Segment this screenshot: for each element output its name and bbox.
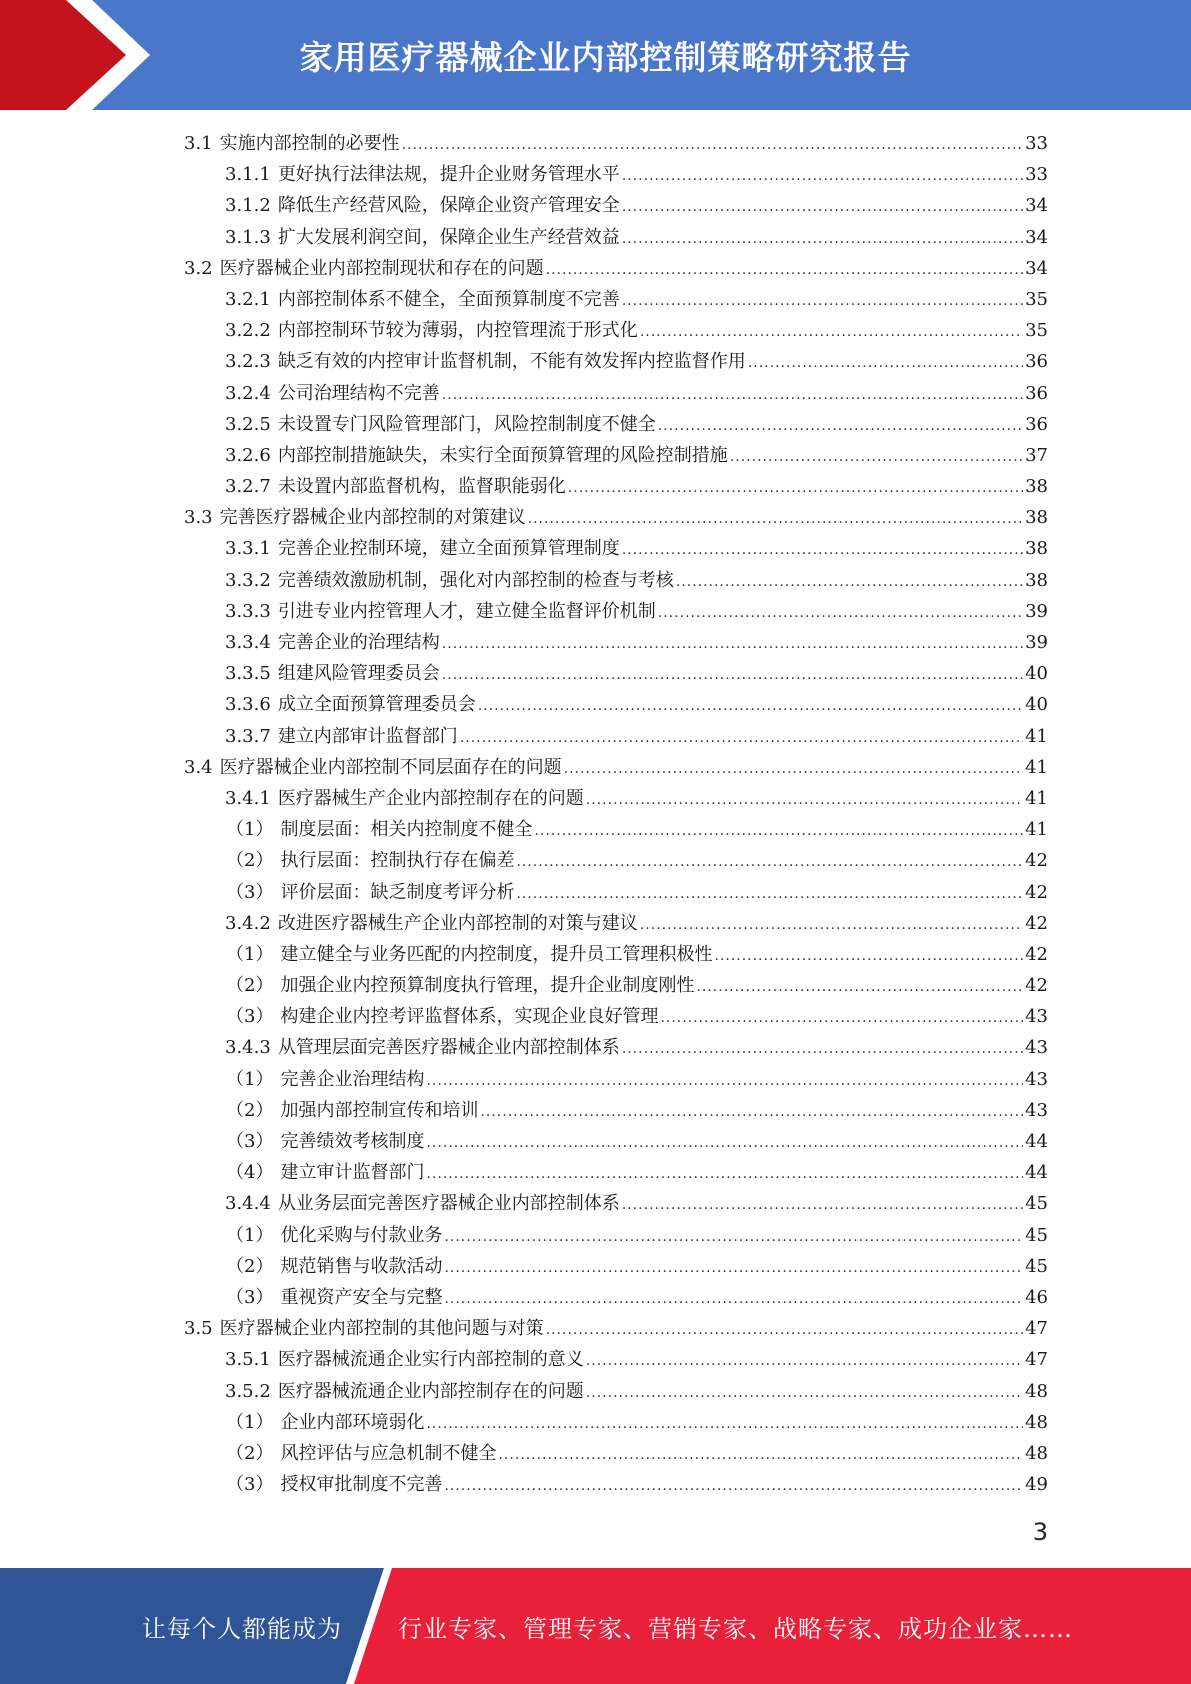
header-band	[0, 0, 1191, 110]
toc-entry-title: 加强内部控制宣传和培训	[280, 1099, 479, 1121]
toc-entry[interactable]	[184, 658, 1048, 689]
toc-dot-leader	[528, 504, 1023, 535]
toc-dot-leader	[516, 847, 1023, 878]
toc-entry[interactable]	[184, 128, 1048, 159]
toc-entry-number: （1）	[226, 819, 274, 841]
toc-entry[interactable]	[184, 565, 1048, 596]
toc-dot-leader	[622, 1190, 1023, 1221]
toc-entry[interactable]	[184, 1407, 1048, 1438]
toc-entry-title: 内部控制体系不健全，全面预算制度不完善	[277, 288, 620, 310]
toc-entry[interactable]	[184, 1469, 1048, 1500]
toc-entry-title: 完善医疗器械企业内部控制的对策建议	[219, 507, 526, 529]
toc-dot-leader	[714, 941, 1023, 972]
toc-entry-page: 44	[1025, 1131, 1048, 1152]
toc-entry-title: 医疗器械企业内部控制不同层面存在的问题	[219, 756, 562, 778]
toc-entry-page: 36	[1025, 382, 1048, 404]
toc-entry-number: （3）	[226, 1131, 274, 1152]
toc-dot-leader	[640, 910, 1023, 941]
toc-dot-leader	[660, 1003, 1023, 1034]
toc-dot-leader	[568, 473, 1023, 504]
toc-entry-number: 3.3.5	[225, 663, 271, 685]
toc-entry[interactable]	[184, 159, 1048, 190]
toc-entry-number: （3）	[226, 1474, 274, 1496]
toc-entry-title: 医疗器械流通企业内部控制存在的问题	[277, 1380, 584, 1402]
toc-dot-leader	[622, 161, 1023, 192]
toc-entry-number: 3.4	[184, 756, 213, 778]
toc-entry-number: 3.3.3	[225, 600, 271, 622]
toc-entry-page: 41	[1025, 756, 1048, 778]
toc-entry-title: 从业务层面完善医疗器械企业内部控制体系	[277, 1193, 620, 1215]
toc-dot-leader	[478, 691, 1023, 722]
toc-dot-leader	[696, 972, 1023, 1003]
toc-dot-leader	[426, 1128, 1023, 1159]
toc-entry-number: 3.2	[184, 257, 213, 279]
toc-entry-page: 41	[1025, 787, 1048, 809]
toc-dot-leader	[622, 1034, 1023, 1065]
toc-entry-page: 39	[1025, 632, 1048, 653]
toc-dot-leader	[730, 442, 1023, 473]
toc-entry-number: （2）	[226, 1099, 274, 1121]
toc-entry-number: （4）	[226, 1162, 274, 1184]
toc-entry[interactable]	[184, 409, 1048, 440]
toc-entry[interactable]	[184, 1220, 1048, 1251]
toc-entry-number: 3.2.3	[225, 351, 271, 373]
toc-entry-number: 3.3	[184, 507, 213, 529]
toc-entry-page: 46	[1025, 1286, 1048, 1308]
toc-dot-leader	[444, 1222, 1023, 1253]
toc-entry-title: 企业内部环境弱化	[280, 1411, 425, 1433]
toc-entry-number: 3.2.2	[225, 320, 271, 342]
toc-entry-number: 3.2.7	[225, 476, 271, 498]
toc-entry-number: 3.3.2	[225, 569, 271, 591]
toc-entry-title: 引进专业内控管理人才，建立健全监督评价机制	[277, 600, 656, 622]
toc-entry-number: 3.3.7	[225, 725, 271, 747]
toc-entry-number: （2）	[226, 1255, 274, 1277]
toc-entry-page: 33	[1025, 133, 1048, 154]
toc-entry-number: 3.4.4	[225, 1193, 271, 1215]
toc-entry[interactable]	[184, 970, 1048, 1001]
toc-entry-title: 建立健全与业务匹配的内控制度，提升员工管理积极性	[280, 943, 713, 965]
toc-entry[interactable]	[184, 877, 1048, 908]
toc-entry[interactable]	[184, 1251, 1048, 1282]
toc-dot-leader	[460, 723, 1023, 754]
toc-entry-number: 3.4.3	[225, 1037, 271, 1059]
toc-dot-leader	[658, 411, 1023, 442]
toc-dot-leader	[546, 1315, 1023, 1346]
toc-entry-page: 42	[1025, 975, 1048, 997]
toc-entry-page: 38	[1025, 569, 1048, 591]
toc-entry[interactable]	[184, 814, 1048, 845]
toc-entry-page: 38	[1025, 538, 1048, 560]
toc-entry[interactable]	[184, 1001, 1048, 1032]
toc-entry[interactable]	[184, 1438, 1048, 1469]
toc-dot-leader	[748, 348, 1023, 379]
toc-entry-title: 内部控制环节较为薄弱，内控管理流于形式化	[277, 320, 638, 342]
toc-entry-page: 47	[1025, 1349, 1048, 1371]
toc-entry[interactable]	[184, 783, 1048, 814]
toc-entry-page: 41	[1025, 819, 1048, 841]
toc-entry-page: 33	[1025, 164, 1048, 186]
table-of-contents	[184, 128, 1048, 1500]
toc-entry-number: 3.5.2	[225, 1380, 271, 1402]
toc-entry-page: 36	[1025, 413, 1048, 435]
toc-entry[interactable]	[184, 1064, 1048, 1095]
toc-entry-page: 42	[1025, 850, 1048, 872]
toc-entry-title: 更好执行法律法规，提升企业财务管理水平	[277, 164, 620, 186]
toc-entry[interactable]	[184, 1095, 1048, 1126]
toc-entry-number: （1）	[226, 1411, 274, 1433]
toc-entry[interactable]	[184, 908, 1048, 939]
toc-entry-number: 3.3.4	[225, 632, 271, 653]
toc-entry[interactable]	[184, 502, 1048, 533]
toc-entry-title: 制度层面：相关内控制度不健全	[280, 819, 533, 841]
toc-entry[interactable]	[184, 689, 1048, 720]
toc-entry-number: 3.3.6	[225, 694, 271, 716]
toc-entry[interactable]	[184, 939, 1048, 970]
toc-entry-page: 34	[1025, 195, 1048, 217]
toc-entry-number: 3.5.1	[225, 1349, 271, 1371]
toc-entry-page: 47	[1025, 1318, 1048, 1340]
toc-entry-page: 48	[1025, 1442, 1048, 1464]
toc-entry-number: （2）	[226, 850, 274, 872]
toc-entry-number: 3.2.4	[225, 382, 271, 404]
toc-entry-title: 完善企业的治理结构	[277, 632, 440, 653]
footer-band	[0, 1568, 1191, 1684]
toc-entry-number: （3）	[226, 1286, 274, 1308]
toc-entry-number: 3.4.2	[225, 912, 271, 934]
toc-entry-page: 42	[1025, 881, 1048, 903]
toc-dot-leader	[442, 660, 1023, 691]
toc-entry-title: 缺乏有效的内控审计监督机制，不能有效发挥内控监督作用	[277, 351, 746, 373]
toc-entry[interactable]	[184, 1032, 1048, 1063]
toc-entry[interactable]	[184, 253, 1048, 284]
toc-dot-leader	[426, 1409, 1023, 1440]
page-number: 3	[1032, 1518, 1048, 1546]
toc-entry-title: 医疗器械生产企业内部控制存在的问题	[277, 787, 584, 809]
toc-entry[interactable]	[184, 315, 1048, 346]
toc-entry[interactable]	[184, 721, 1048, 752]
toc-entry-page: 40	[1025, 663, 1048, 685]
toc-dot-leader	[426, 1159, 1023, 1190]
toc-entry-title: 公司治理结构不完善	[277, 382, 440, 404]
toc-entry-title: 完善企业治理结构	[280, 1068, 425, 1090]
toc-dot-leader	[402, 130, 1023, 161]
toc-entry-page: 48	[1025, 1380, 1048, 1402]
toc-entry-title: 降低生产经营风险，保障企业资产管理安全	[277, 195, 620, 217]
toc-dot-leader	[586, 1378, 1023, 1409]
toc-entry-page: 40	[1025, 694, 1048, 716]
toc-entry-title: 扩大发展利润空间，保障企业生产经营效益	[277, 226, 620, 248]
toc-entry-title: 加强企业内控预算制度执行管理，提升企业制度刚性	[280, 975, 695, 997]
document-title: 家用医疗器械企业内部控制策略研究报告	[299, 37, 912, 77]
toc-entry-number: 3.1.2	[225, 195, 271, 217]
toc-entry-page: 38	[1025, 507, 1048, 529]
toc-entry-number: （3）	[226, 1006, 274, 1028]
toc-entry-title: 医疗器械企业内部控制的其他问题与对策	[219, 1318, 544, 1340]
toc-entry-page: 43	[1025, 1068, 1048, 1090]
toc-entry-page: 41	[1025, 725, 1048, 747]
toc-entry[interactable]	[184, 1376, 1048, 1407]
toc-dot-leader	[534, 816, 1023, 847]
toc-entry-number: 3.2.6	[225, 444, 271, 466]
toc-dot-leader	[516, 879, 1023, 910]
toc-entry[interactable]	[184, 1188, 1048, 1219]
toc-entry-page: 44	[1025, 1162, 1048, 1184]
toc-dot-leader	[444, 1253, 1023, 1284]
toc-dot-leader	[444, 1284, 1023, 1315]
toc-entry-number: 3.3.1	[225, 538, 271, 560]
toc-entry-page: 35	[1025, 288, 1048, 310]
toc-dot-leader	[498, 1440, 1023, 1471]
toc-entry-title: 医疗器械流通企业实行内部控制的意义	[277, 1349, 584, 1371]
toc-dot-leader	[586, 1346, 1023, 1377]
toc-entry[interactable]	[184, 190, 1048, 221]
toc-dot-leader	[676, 567, 1023, 598]
toc-entry[interactable]	[184, 627, 1048, 658]
toc-dot-leader	[622, 535, 1023, 566]
toc-entry-title: 未设置专门风险管理部门，风险控制制度不健全	[277, 413, 656, 435]
toc-entry-number: 3.4.1	[225, 787, 271, 809]
toc-entry-page: 37	[1025, 444, 1048, 466]
toc-dot-leader	[480, 1097, 1023, 1128]
toc-entry-title: 重视资产安全与完整	[280, 1286, 443, 1308]
toc-entry[interactable]	[184, 346, 1048, 377]
toc-entry-page: 36	[1025, 351, 1048, 373]
toc-entry-page: 45	[1025, 1224, 1048, 1246]
toc-entry-title: 医疗器械企业内部控制现状和存在的问题	[219, 257, 544, 279]
toc-entry-number: （1）	[226, 1068, 274, 1090]
toc-entry-number: 3.1.3	[225, 226, 271, 248]
toc-entry-title: 评价层面：缺乏制度考评分析	[280, 881, 515, 903]
toc-entry-title: 构建企业内控考评监督体系，实现企业良好管理	[280, 1006, 659, 1028]
toc-dot-leader	[640, 317, 1023, 348]
toc-entry-title: 改进医疗器械生产企业内部控制的对策与建议	[277, 912, 638, 934]
toc-entry[interactable]	[184, 440, 1048, 471]
toc-entry-title: 完善绩效考核制度	[280, 1131, 425, 1152]
toc-entry-title: 从管理层面完善医疗器械企业内部控制体系	[277, 1037, 620, 1059]
toc-dot-leader	[622, 224, 1023, 255]
toc-entry-number: （2）	[226, 975, 274, 997]
toc-entry[interactable]	[184, 1313, 1048, 1344]
toc-entry-number: （1）	[226, 1224, 274, 1246]
toc-entry-title: 组建风险管理委员会	[277, 663, 440, 685]
toc-entry[interactable]	[184, 752, 1048, 783]
toc-entry-page: 49	[1025, 1474, 1048, 1496]
toc-entry[interactable]	[184, 471, 1048, 502]
toc-entry-title: 实施内部控制的必要性	[219, 133, 400, 154]
toc-entry-page: 34	[1025, 226, 1048, 248]
footer-slogan-left: 让每个人都能成为	[142, 1614, 342, 1643]
toc-entry-number: 3.1.1	[225, 164, 271, 186]
toc-entry-title: 完善绩效激励机制，强化对内部控制的检查与考核	[277, 569, 674, 591]
toc-entry-number: 3.1	[184, 133, 213, 154]
toc-entry[interactable]	[184, 378, 1048, 409]
toc-dot-leader	[442, 629, 1023, 660]
toc-entry-title: 完善企业控制环境，建立全面预算管理制度	[277, 538, 620, 560]
toc-entry-title: 授权审批制度不完善	[280, 1474, 443, 1496]
toc-dot-leader	[622, 286, 1023, 317]
toc-entry-title: 建立审计监督部门	[280, 1162, 425, 1184]
toc-dot-leader	[564, 754, 1023, 785]
toc-entry-page: 43	[1025, 1037, 1048, 1059]
toc-entry-title: 成立全面预算管理委员会	[277, 694, 476, 716]
toc-entry-title: 风控评估与应急机制不健全	[280, 1442, 497, 1464]
toc-entry-number: （1）	[226, 943, 274, 965]
toc-entry-page: 38	[1025, 476, 1048, 498]
toc-entry-page: 43	[1025, 1099, 1048, 1121]
toc-entry[interactable]	[184, 845, 1048, 876]
toc-entry-number: （2）	[226, 1442, 274, 1464]
toc-dot-leader	[426, 1066, 1023, 1097]
toc-entry-page: 48	[1025, 1411, 1048, 1433]
toc-dot-leader	[546, 255, 1023, 286]
toc-entry-page: 35	[1025, 320, 1048, 342]
toc-entry[interactable]	[184, 284, 1048, 315]
toc-entry[interactable]	[184, 533, 1048, 564]
toc-entry[interactable]	[184, 1344, 1048, 1375]
toc-entry-title: 内部控制措施缺失，未实行全面预算管理的风险控制措施	[277, 444, 728, 466]
toc-entry[interactable]	[184, 1126, 1048, 1157]
toc-entry-number: （3）	[226, 881, 274, 903]
toc-entry-page: 39	[1025, 600, 1048, 622]
toc-entry-title: 优化采购与付款业务	[280, 1224, 443, 1246]
toc-dot-leader	[444, 1471, 1023, 1502]
toc-entry-number: 3.2.1	[225, 288, 271, 310]
toc-entry-title: 规范销售与收款活动	[280, 1255, 443, 1277]
toc-entry-page: 45	[1025, 1255, 1048, 1277]
toc-entry-title: 未设置内部监督机构，监督职能弱化	[277, 476, 566, 498]
toc-entry-page: 42	[1025, 912, 1048, 934]
toc-entry[interactable]	[184, 1282, 1048, 1313]
toc-dot-leader	[622, 192, 1023, 223]
toc-dot-leader	[658, 598, 1023, 629]
toc-entry[interactable]	[184, 596, 1048, 627]
toc-entry-number: 3.2.5	[225, 413, 271, 435]
toc-entry-page: 43	[1025, 1006, 1048, 1028]
toc-entry-title: 建立内部审计监督部门	[277, 725, 458, 747]
footer-slogan-right: 行业专家、管理专家、营销专家、战略专家、成功企业家……	[398, 1614, 1073, 1643]
toc-entry-page: 42	[1025, 943, 1048, 965]
toc-entry-number: 3.5	[184, 1318, 213, 1340]
toc-entry-page: 34	[1025, 257, 1048, 279]
toc-entry[interactable]	[184, 1157, 1048, 1188]
toc-entry-title: 执行层面：控制执行存在偏差	[280, 850, 515, 872]
toc-entry[interactable]	[184, 222, 1048, 253]
toc-dot-leader	[586, 785, 1023, 816]
toc-entry-page: 45	[1025, 1193, 1048, 1215]
toc-dot-leader	[442, 380, 1023, 411]
